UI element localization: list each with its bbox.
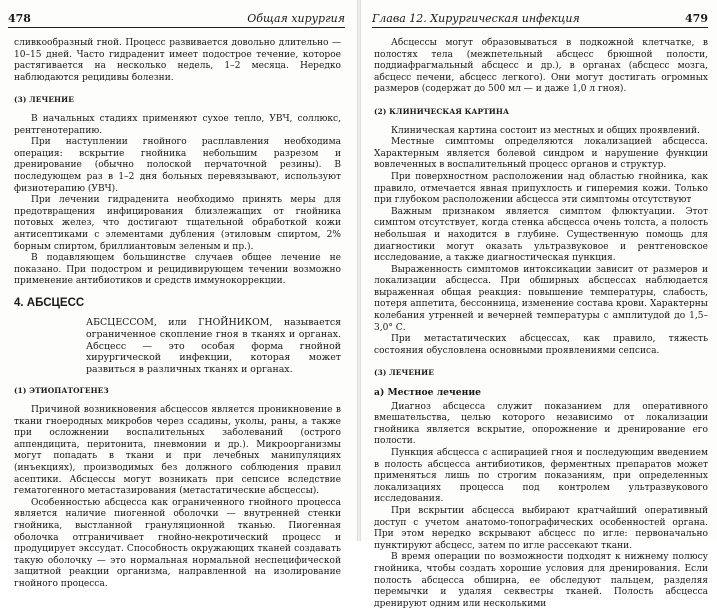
right-running-title: Глава 12. Хирургическая инфекция [372,12,580,25]
left-page-number: 478 [8,12,31,25]
left-page-header [8,10,345,28]
paragraph: Причиной возникновения абсцессов является проникновение в ткани гноеродных микробов через ссадины, уколы, раны, а также при осложнении воспалительных заболеваний (острого аппендицита, перитонита, пневмонии и др.). Микроорганизмы могут попадать в ткани и при лечебных манипуляциях (инъекциях), производимых без должного соблюдения правил асептики. Абсцессы могут возникать при сепсисе вследствие гематогенного метастазирования (метастатические абсцессы). [14,405,341,497]
subheading-clinic: (2) КЛИНИЧЕСКАЯ КАРТИНА [374,106,510,116]
paragraph: Выраженность симптомов интоксикации зависит от размеров и локализации абсцесса. При обширных абсцессах наблюдается выраженная общая реакция: повышение температуры, слабость, потеря аппетита, бессонница, изменение состава крови. Характерны колебания утренней и вечерней температуры с амплитудой до 1,5–3,0° С. [374,264,708,333]
paragraph: Местные симптомы определяются локализацией абсцесса. Характерным является болевой синдром и нарушение функции вовлеченных в воспалительный процесс органов и структур. [374,137,708,171]
paragraph: Абсцессы могут образовываться в подкожной клетчатке, в полостях тела (межпетельный абсцесс брюшной полости, поддиафрагмальный абсцесс и др.), в органах (абсцесс мозга, абсцесс печени, абсцесс легкого). Они могут достигать огромных размеров (содержат до 500 мл — и даже 1,0 л гноя). [374,38,708,95]
paragraph: Особенностью абсцесса как ограниченного гнойного процесса является наличие пиогенной оболочки — внутренней стенки гнойника, выстланной грануляционной тканью. Пиогенная оболочка отграничивает гнойно-некротический процесс и продуцирует экссудат. Способность окружающих тканей создавать такую оболочку — это нормальная нормальной неспецифической защитной реакции организма, направленной на изолирование гнойного процесса. [14,497,341,589]
subheading-etiology: (1) ЭТИОПАТОГЕНЕЗ [14,386,109,396]
subheading-local-treatment: а) Местное лечение [374,387,481,399]
paragraph: При наступлении гнойного расплавления необходима операция: вскрытие гнойника небольшим разрезом и дренирование (обычно полоской перчаточной резины). В последующем раз в 1–2 дня больных перевязывают, используют физиотерапию (УВЧ). [14,137,341,194]
paragraph: При лечении гидраденита необходимо принять меры для предотвращения инфицирования близлежащих от гнойника потовых желез, что достигают тщательной обработкой кожи антисептиками с элементами дубления (этиловым спиртом, 2% борным спиртом, бриллиантовым зеленым и пр.). [14,195,341,252]
right-text-column [374,38,708,610]
paragraph: В подавляющем большинстве случаев общее лечение не показано. При подостром и рецидивирующем течении возможно применение антибиотиков и средств иммунокоррекции. [14,253,341,287]
right-page [360,0,717,609]
left-running-title: Общая хирургия [247,12,345,25]
left-page [0,0,358,589]
definition-block: АБСЦЕССОМ, или ГНОЙНИКОМ, называется ограниченное скопление гноя в тканях и органах. Абсцесс — это особая форма гнойной хирургической инфекции, которая может развиться в различных тканях и органах. [86,317,341,375]
paragraph: Клиническая картина состоит из местных и общих проявлений. [391,125,700,136]
subheading-treatment: (3) ЛЕЧЕНИЕ [374,368,434,378]
subheading-treatment: (3) ЛЕЧЕНИЕ [14,95,74,105]
right-page-header [372,10,708,28]
paragraph: В начальных стадиях применяют сухое тепло, УВЧ, соллюкс, рентгенотерапию. [14,113,341,136]
paragraph: Диагноз абсцесса служит показанием для оперативного вмешательства, целью которого независимо от локализации гнойника является вскрытие, опорожнение и дренирование его полости. [374,401,708,447]
section-title: 4. АБСЦЕСС [14,296,85,309]
paragraph: Важным признаком является симптом флюктуации. Этот симптом отсутствует, когда стенка абсцесса очень толста, а полость небольшая и находится в глубине. Существенную помощь для диагностики могут оказать ультразвуковое и рентгеновское исследование, а также диагностическая пункция. [374,206,708,264]
paragraph: В время операции по возможности подходят к нижнему полюсу гнойника, чтобы создать хорошие условия для дренирования. Если полость абсцесса обширна, ее обследуют пальцем, разделяя перемычки и удаляя секвестры тканей. Полость абсцесса дренируют одним или несколькими [374,552,708,609]
paragraph: При вскрытии абсцесса выбирают кратчайший оперативный доступ с учетом анатомо-топографических особенностей органа. При этом нередко вскрывают абсцесс по игле: первоначально пунктируют абсцесс, затем по игле рассекают ткани. [374,505,708,551]
paragraph: Пункция абсцесса с аспирацией гноя и последующим введением в полость абсцесса антибиотиков, ферментных препаратов может применяться лишь по строгим показаниям, при определенных локализациях процесса под контролем ультразвукового исследования. [374,448,708,505]
paragraph: При метастатических абсцессах, как правило, тяжесть состояния обусловлена основными проявлениями сепсиса. [374,334,708,356]
paragraph: сливкообразный гной. Процесс развивается довольно длительно — 10–15 дней. Часто гидраденит имеет подострое течение, которое растягивается на несколько недель, 1–2 месяца. Нередко наблюдаются рецидивы болезни. [14,38,341,83]
left-text-column [14,38,341,591]
right-page-number: 479 [685,12,708,25]
paragraph: При поверхностном расположении над областью гнойника, как правило, отмечается явная припухлость и гиперемия кожи. Только при глубоком расположении абсцесса эти симптомы отсутствуют [374,171,708,206]
